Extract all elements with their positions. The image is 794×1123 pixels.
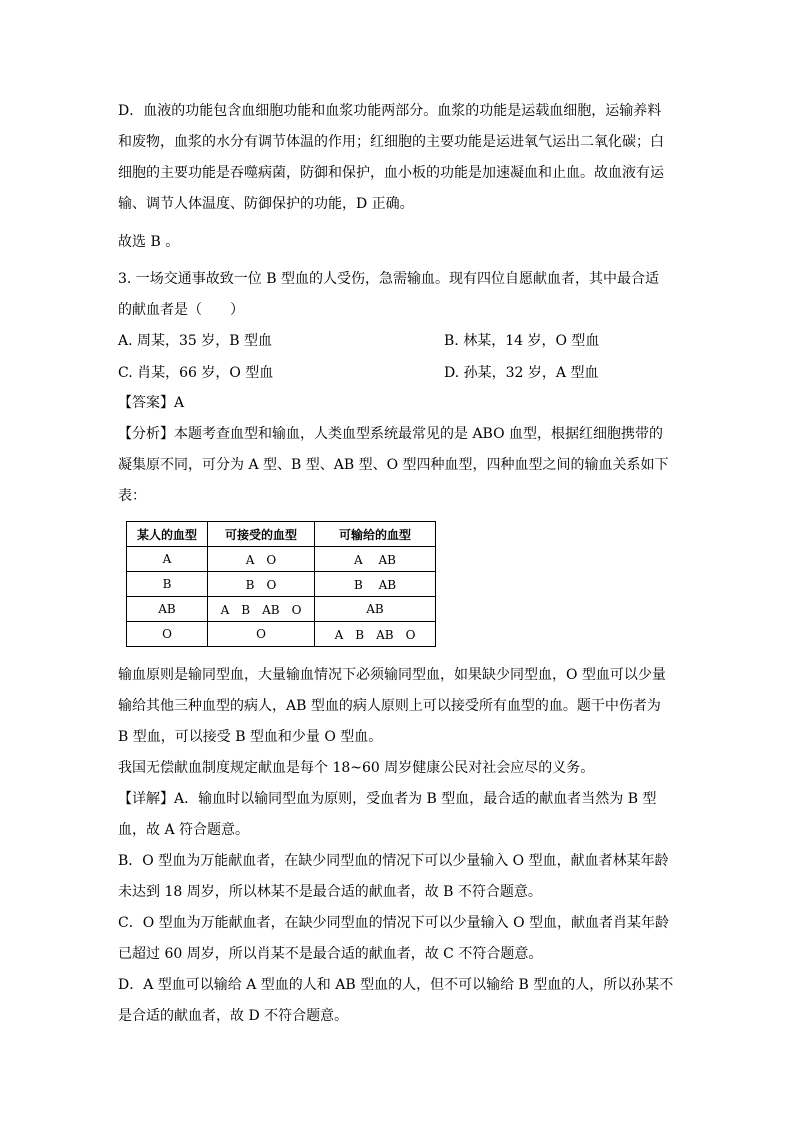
table-row xyxy=(127,572,436,597)
text-line: 输给其他三种血型的病人，AB 型血的病人原则上可以接受所有血型的血。题干中伤者为 xyxy=(118,698,661,714)
text-line: 未达到 18 周岁，所以林某不是最合适的献血者，故 B 不符合题意。 xyxy=(118,884,542,900)
text-line: 和废物，血浆的水分有调节体温的作用；红细胞的主要功能是运进氧气运出二氧化碳；白 xyxy=(118,134,664,150)
text-line: 【答案】A xyxy=(118,395,185,411)
text-line: 表： xyxy=(118,488,146,504)
table-header-cell: 可接受的血型 xyxy=(208,522,315,547)
table-row xyxy=(127,622,436,647)
table-row xyxy=(127,597,436,622)
option-c: C. 肖某，66 岁，O 型血 xyxy=(118,365,274,381)
option-b: B. 林某，14 岁，O 型血 xyxy=(444,333,600,349)
text-line: 已超过 60 周岁，所以肖某不是最合适的献血者，故 C 不符合题意。 xyxy=(118,946,543,962)
table-row xyxy=(127,547,436,572)
text-line: 是合适的献血者，故 D 不符合题意。 xyxy=(118,1008,349,1024)
table-header-cell: 可输给的血型 xyxy=(315,522,436,547)
text-line: 细胞的主要功能是吞噬病菌，防御和保护，血小板的功能是加速凝血和止血。故血液有运 xyxy=(118,165,664,181)
option-a: A. 周某，35 岁，B 型血 xyxy=(118,333,273,349)
table-cell: AB xyxy=(315,597,436,622)
text-line: B．O 型血为万能献血者，在缺少同型血的情况下可以少量输入 O 型血，献血者林某年龄 xyxy=(118,853,669,869)
transfusion-principle-paragraph xyxy=(118,660,678,753)
table-cell: B O xyxy=(208,572,315,597)
table-cell: AB xyxy=(127,597,208,622)
text-line: 输血原则是输同型血，大量输血情况下必须输同型血，如果缺少同型血，O 型血可以少量 xyxy=(118,667,666,683)
donation-law-line xyxy=(118,753,678,784)
text-line: 凝集原不同，可分为 A 型、B 型、AB 型、O 型四种血型，四种血型之间的输血关系如下 xyxy=(118,457,669,473)
question-3 xyxy=(118,264,678,326)
choose-b-line xyxy=(118,227,678,258)
text-line: B 型血，可以接受 B 型血和少量 O 型血。 xyxy=(118,729,383,745)
text-line: 血，故 A 符合题意。 xyxy=(118,822,250,838)
table-cell: B xyxy=(127,572,208,597)
table-cell: A O xyxy=(208,547,315,572)
text-line: 故选 B 。 xyxy=(118,234,180,250)
table-cell: A AB xyxy=(315,547,436,572)
blood-type-table xyxy=(126,521,436,647)
text-line: 【详解】A．输血时以输同型血为原则，受血者为 B 型血，最合适的献血者当然为 B 型 xyxy=(118,791,657,807)
text-line: D．A 型血可以输给 A 型血的人和 AB 型血的人，但不可以输给 B 型血的人，所以孙某不 xyxy=(118,977,674,993)
table-header-cell: 某人的血型 xyxy=(127,522,208,547)
table-cell: O xyxy=(127,622,208,647)
answer-line xyxy=(118,388,678,419)
option-d: D. 孙某，32 岁，A 型血 xyxy=(444,365,599,381)
table-cell: A xyxy=(127,547,208,572)
text-line: 3. 一场交通事故致一位 B 型血的人受伤，急需输血。现有四位自愿献血者，其中最合适 xyxy=(118,271,659,287)
paragraph-option-d-explanation xyxy=(118,96,678,220)
detail-paragraph xyxy=(118,784,678,1032)
text-line: C．O 型血为万能献血者，在缺少同型血的情况下可以少量输入 O 型血，献血者肖某年龄 xyxy=(118,915,670,931)
text-line: 的献血者是（ ） xyxy=(118,302,244,318)
table-header-row xyxy=(127,522,436,547)
text-line: 输、调节人体温度、防御保护的功能，D 正确。 xyxy=(118,196,414,212)
analysis-paragraph xyxy=(118,419,678,512)
table-cell: O xyxy=(208,622,315,647)
text-line: 我国无偿献血制度规定献血是每个 18~60 周岁健康公民对社会应尽的义务。 xyxy=(118,760,595,776)
table-cell: B AB xyxy=(315,572,436,597)
table-cell: A B AB O xyxy=(315,622,436,647)
text-line: 【分析】本题考查血型和输血，人类血型系统最常见的是 ABO 血型，根据红细胞携带的 xyxy=(118,426,664,442)
text-line: D．血液的功能包含血细胞功能和血浆功能两部分。血浆的功能是运载血细胞，运输养料 xyxy=(118,103,662,119)
table-cell: A B AB O xyxy=(208,597,315,622)
